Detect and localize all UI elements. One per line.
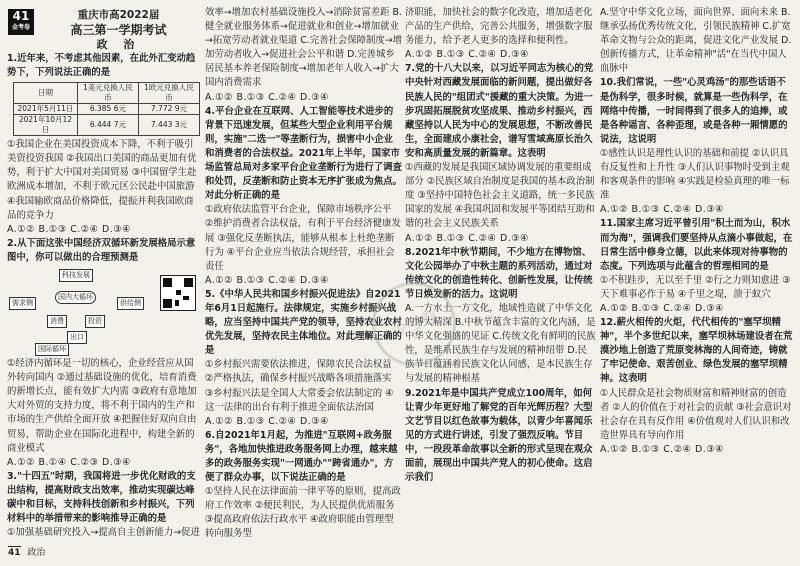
question-4-answers: A.①② B.①③ C.②④ D.③④ — [205, 274, 330, 286]
question-6-options: ①坚持人民在法律面前一律平等的原则，提高政府工作效率 ②便民利民，为人民提供优质服务 ③提高政府依法行政水平 ④政府职能由管理型转向服务型 — [205, 486, 401, 540]
question-8: 8.2021年中秋节期间，不少地方在博物馆、文化公园举办了中秋主题的系列活动，通过对传统文化的创造性转化、创新性发展，让传统节日焕发新的活力。这说明 — [405, 246, 593, 300]
question-6-answers: A.①② B.①③ C.②④ D.③④ — [405, 49, 530, 61]
page-number: 41 — [8, 548, 21, 558]
question-6: 6.自2021年1月起，为推进"互联网+政务服务"，各地加快推进政务服务网上办理，越来越多的政务服务实现"一网通办""跨省通办"，方便了群众办事，以下说法正确的是 — [205, 429, 398, 484]
question-11: 11.国家主席习近平曾引用"积土而为山，积水而为海"，强调我们要坚持从点滴小事做起，在日常生活中修身立德，以此来体现对待事物的态度。下列选项与此蕴含的哲理相同的是 — [600, 218, 793, 272]
table-row — [14, 115, 200, 136]
question-7: 7.党的十八大以来，以习近平同志为核心的党中央针对西藏发展面临的新问题，提出做好各民族人民的"组团式"援藏的重大决策。为进一步巩固拓展脱贫攻坚成果、推动乡村振兴，西藏坚持以人民为中心的发展思想，不断改善民生，全面建成小康社会，谱写雪域高原长治久安和高质量发展的新篇章。这表明 — [405, 63, 594, 159]
table-header: 1美元兑换人民币 — [77, 83, 138, 104]
exam-title-line2: 高三第一学期考试 — [70, 23, 167, 37]
table-header: 1欧元兑换人民币 — [138, 83, 199, 104]
question-9: 9.2021年是中国共产党成立100周年，如何让青少年更好地了解党的百年光辉历程？大型文艺节目以红色故事为载体，以青少年喜闻乐见的方式进行讲述，引发了强烈反响。节目中，一段段革命故事以全新的形式呈现在观众面前，展现出中国共产党人的初心使命。这启示我们 — [405, 387, 593, 484]
diagram-box: 需求侧 — [9, 297, 36, 310]
question-1-answers: A.①② B.①③ C.②④ D.③④ — [7, 223, 132, 235]
question-12: 12.薪火相传的火炬，代代相传的"塞罕坝精神"，半个多世纪以来，塞罕坝林场建设者在荒漠沙地上创造了荒原变林海的人间奇迹，铸就了牢记使命、艰苦创业、绿色发展的塞罕坝精神。这表明 — [600, 317, 793, 385]
table-header: 日期 — [14, 83, 78, 104]
question-10: 10.我们常说，一些"心灵鸡汤"的那些话语不是伪科学，很多时候，就算是一些伪科学，在网络中传播，一时间得到了很多人的追捧，或是各种谣言、各种歪理，或是各种一厢情愿的说法，这说明 — [600, 77, 788, 145]
question-7-options: ①西藏的发展是我国区域协调发展的重要组成部分 ②民族区域自治制度是我国的基本政治制度 ③坚持中国特色社会主义道路，统一多民族国家的发展 ④我国巩固和发展平等团结互助和谐的社会主义民族关系 — [405, 162, 595, 230]
badge-label: 金考卷 — [11, 24, 30, 31]
diagram-box: 科技发展 — [59, 269, 93, 282]
page-footer — [8, 545, 45, 558]
exchange-rate-table — [13, 82, 200, 136]
question-11-answers: A.①② B.①③ C.②④ D.③④ — [600, 302, 725, 314]
diagram-box: 供给侧 — [117, 297, 144, 310]
column-1 — [7, 6, 200, 538]
diagram-box: 消费 — [47, 315, 67, 328]
table-cell: 2021年5月11日 — [14, 104, 78, 115]
question-1-options: ①我国企业在美国投资成本下降，不利于吸引美资投资我国 ②我国出口美国的商品更加有优势，利于扩大中国对美国贸易 ③中国留学生赴欧洲成本增加，不利于欧元区公民赴中国旅游 ④我国输欧商品价格降低，提振并利我国欧商品的竞争力 — [7, 139, 197, 221]
column-2 — [205, 6, 402, 554]
question-6-continued: 济职能，加快社会的数字化改造，增加适老化产品的生产供给，完善公共服务，增强数字服务能力，给予老人更多的选择和便利性。 — [405, 7, 593, 47]
question-4: 4.平台企业在互联网、人工智能等技术进步的背景下迅速发展，但某些大型企业利用平台规则，实施"二选一"等垄断行为，损害中小企业和消费者的合法权益。2021年上半年，国家市场监管总局对多家平台企业垄断行为进行了调查和处罚，反垄断和防止资本无序扩张成为焦点。对此分析正确的是 — [205, 105, 402, 202]
footer-subject: 政治 — [27, 548, 46, 558]
question-10-options: ①感性认识是理性认识的基础和前提 ②认识具有反复性和上升性 ③人们认识事物时受到主观和客观条件的影响 ④实践是检验真理的唯一标准 — [600, 147, 790, 202]
column-4 — [600, 6, 793, 554]
column-3 — [405, 6, 596, 554]
question-9-options: A.坚守中华文化立场，面向世界、面向未来 B.继承弘扬优秀传统文化，引领民族精神 C.扩宽革命文物与公众的距离，促进文化产业发展 D.创新传播方式，让革命精神"活"在当代中国人血脉中 — [600, 7, 792, 75]
question-3-options: ①加强基础研究投入→提高自主创新能力→促进 — [7, 527, 200, 538]
question-11-options: ①不积跬步，无以至千里 ②行之力则知愈进 ③天下难事必作于易 ④千里之堤，溃于蚁穴 — [600, 274, 791, 300]
table-cell: 6.385 6元 — [77, 104, 138, 115]
qr-code — [160, 275, 196, 311]
question-10-answers: A.①② B.①③ C.②④ D.③④ — [600, 204, 725, 216]
diagram-box: 投资 — [85, 315, 105, 328]
question-1: 1.近年来，不考虑其他因素，在此外汇变动趋势下，下列说法正确的是 — [7, 53, 196, 79]
exam-header — [37, 8, 200, 52]
question-3-continued: 效率→增加农村基础设施投入→消除贫富差距 B.健全就业服务体系→促进就业和创业→增加就业→拓宽劳动者就业渠道 C.完善社会保障制度→增加劳动者收入→促进社会公平和谐 D.完善城乡居民基本养老保险制度→增加老年人收入→扩大国内消费需求 — [205, 7, 402, 89]
question-5: 5.《中华人民共和国乡村振兴促进法》自2021年6月1日起施行。法律规定，实施乡村振兴战略，应当坚持中国共产党的领导，坚持农业农村优先发展，坚持农民主体地位。对此理解正确的是 — [205, 288, 402, 357]
exam-title-line1: 重庆市高2022届 — [77, 9, 160, 21]
question-12-options: ①人民群众是社会物质财富和精神财富的创造者 ②人的价值在于对社会的贡献 ③社会意识对社会存在具有反作用 ④价值观对人们认识和改造世界具有导向作用 — [600, 387, 792, 441]
diagram-box: 国内大循环 — [55, 291, 96, 304]
table-cell: 7.772 9元 — [138, 104, 199, 115]
question-3: 3."十四五"时期，我国将进一步优化财政的支出结构，提高财政支出效率，推动实现碳达峰碳中和目标，支持科技创新和乡村振兴，下列材料中的举措带来的影响推导正确的是 — [7, 470, 196, 525]
question-8-options: A.一方水土一方文化，地域性造就了中华文化的博大精深 B.中秋节蕴含丰富的文化内涵，是中华文化强盛的见证 C.传统文化有鲜明的民族性，是维系民族生存与发展的精神纽带 D.民族节日蕴涵着民族文化认同感，是本民族生存与发展的精神根基 — [405, 302, 596, 385]
question-2-options: ①经济内循环是一切的核心，企业经营应从国外转向国内 ②通过基础设施的优化，培育消费的新增长点，能有效扩大内需 ③政府有意地加大对外贸的支持力度，将不利于国内的生产和市场的生产供给全面开放 ④把握住好双向自由贸易，帮助企业在国际化进程中，构建全新的商业模式 — [7, 358, 197, 454]
question-12-answers: A.①② B.①③ C.②④ D.③④ — [600, 443, 725, 455]
dual-circulation-diagram — [7, 267, 200, 355]
diagram-box: 出口 — [67, 331, 87, 344]
table-cell: 2021年10月12日 — [14, 115, 78, 136]
question-4-options: ①政府依法监管平台企业，保障市场秩序公平 ②维护消费者合法权益，有利于平台经济健康发展 ③强化反垄断执法，能够从根本上杜绝垄断行为 ④平台企业应当依法合规经营，承担社会责任 — [205, 204, 401, 272]
diagram-box: 国际循环 — [35, 343, 69, 356]
badge-number: 41 — [12, 9, 30, 23]
question-5-options: ①乡村振兴需要依法推进，保障农民合法权益 ②严格执法，确保乡村振兴战略各项措施落实 ③乡村振兴法是全国人大常委会依法制定的 ④这一法律的出台有利于推进全面依法治国 — [205, 359, 394, 413]
question-2-answers: A.①② B.①④ C.②③ D.③④ — [7, 456, 132, 468]
table-cell: 6.444 7元 — [77, 115, 138, 136]
table-cell: 7.443 3元 — [138, 115, 199, 136]
table-row — [14, 104, 200, 115]
question-3-answers: A.①② B.①③ C.②④ D.③④ — [205, 91, 330, 103]
question-2: 2.从下面这张中国经济双循环新发展格局示意图中，你可以做出的合理预测是 — [7, 237, 196, 263]
question-7-answers: A.①② B.①③ C.②④ D.③④ — [405, 232, 530, 244]
question-5-answers: A.①② B.①③ C.②④ D.③④ — [205, 415, 330, 427]
stamp-text: 金考卷 — [388, 306, 440, 341]
exam-subject: 政 治 — [96, 38, 141, 51]
